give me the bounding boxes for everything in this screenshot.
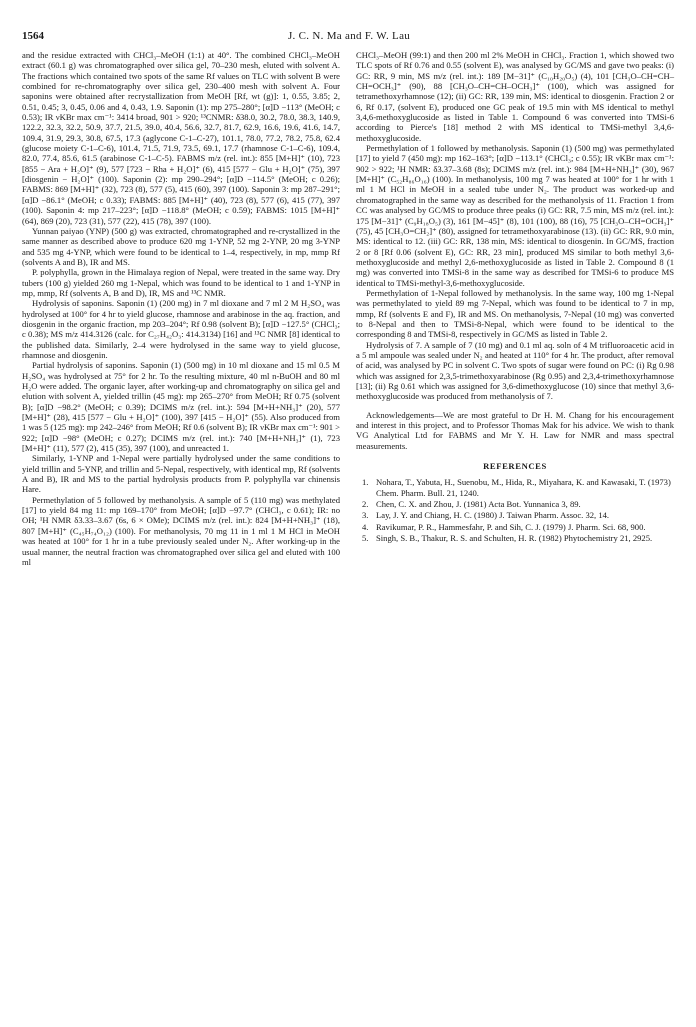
reference-text: Nohara, T., Yabuta, H., Suenobu, M., Hida, R., Miyahara, K. and Kawasaki, T. (1973) Chem. Pharm. Bull. 21, 1240. bbox=[376, 477, 671, 498]
paragraph: Hydrolysis of 7. A sample of 7 (10 mg) and 0.1 ml aq. soln of 4 M trifluoroacetic acid in a 5 ml ampoule was sealed under N₂ and heated at 110° for 4 hr. The product, after removal of acid, was analysed by PC in solvent C. Two spots of sugar were found on PC: (i) Rg 0.98 which was assigned for 2,3,5-trimethoxyarabinose (Rg 0.95) and 2,3,4-trimethoxyrhamnose [13]; (ii) Rg 0.61 which was assigned for 3,6-dimethoxyglucose (10) since that methyl 3,6-methoxyglucoside was produced from methanolysis of 7. bbox=[356, 339, 674, 402]
paragraph: Hydrolysis of saponins. Saponin (1) (200 mg) in 7 ml dioxane and 7 ml 2 M H₂SO₄ was hydrolysed at 100° for 4 hr to yield glucose, rhamnose and arabinose in the aq. fraction, and diosgenin in the organic fraction, mp 203–204°; Rf 0.98 (solvent B); [α]D −127.5° (CHCl₃; c 0.38); MS m/z 414.3126 (calc. for C₂₇H₄₂O₃: 414.3134) [16] and ¹³C NMR [8] identical to the published data. Similarly, 2–4 were hydrolysed in the same way to yield glucose, rhamnose and diosgenin. bbox=[22, 298, 340, 360]
paragraph: CHCl₃–MeOH (99:1) and then 200 ml 2% MeOH in CHCl₃. Fraction 1, which showed two TLC spots of Rf 0.76 and 0.55 (solvent E), was analysed by GC/MS and gave two peaks: (i) GC: RR, 9 min, MS m/z (rel. int.): 189 [M−31]⁺ (C₁₀H₂₀O₅) (4), 101 [CH₃O–CH=CH–CH=OCH₃]⁺ (90), 88 [CH₃O–CH=CH–OCH₃]⁺ (100), which was assigned for tetramethoxyrhamnose (12); (ii) GC: RR, 139 min, MS: identical to diosgenin. Fraction 2 or 6, Rf 0.17, (solvent E), produced one GC peak of 19.5 min with MS identical to methyl 3,4,6-methoxyglucoside as listed in Table 1. Compound 6 was converted into TMSi-6 according to Pierce's [18] method 2 with MS identical to TMSi-methyl 3,4,6-methoxyglucoside. bbox=[356, 50, 674, 143]
reference-item bbox=[356, 510, 674, 520]
page-number: 1564 bbox=[22, 30, 44, 42]
reference-text: Lay, J. Y. and Chiang, H. C. (1980) J. Taiwan Pharm. Assoc. 32, 14. bbox=[376, 510, 610, 521]
paragraph: Similarly, 1-YNP and 1-Nepal were partially hydrolysed under the same conditions to yield trillin and 5-YNP, and trillin and 5-Nepal, respectively, with identical mp, Rf (solvents A and B), IR and MS to the partial hydrolysis products from P. polyphylla var chinensis Hare. bbox=[22, 453, 340, 495]
paragraph: Partial hydrolysis of saponins. Saponin (1) (500 mg) in 10 ml dioxane and 15 ml 0.5 M H₂SO₄ was hydrolysed at 75° for 2 hr. To the resulting mixture, 40 ml n-BuOH and 80 ml H₂O were added. The organic layer, after working-up and chromatography on silica gel and elution with solvent A, yielded trillin (45 mg): mp 265–270° from MeOH; Rf 0.75 (solvent B); [α]D −98.2° (MeOH; c 0.39); DCIMS m/z (rel. int.): 594 [M+H+NH₃]⁺ (20), 577 [M+H]⁺ (28), 415 [577 − Glu + H₂O]⁺ (100), 397 [415 − H₂O]⁺ (55). Also produced from 1 was 5 (125 mg): mp 242–246° from MeOH; Rf 0.6 (solvent B); IR νKBr max cm⁻¹: 901 > 922; [α]D −98° (MeOH; c 0.27); DCIMS m/z (rel. int.): 740 [M+H+NH₃]⁺ (1), 723 [M+H]⁺ (11), 577 (2), 415 (35), 397 (100), and unreacted 1. bbox=[22, 360, 340, 454]
running-title: J. C. N. Ma and F. W. Lau bbox=[287, 30, 411, 42]
paragraph: and the residue extracted with CHCl₃–MeOH (1:1) at 40°. The combined CHCl₃–MeOH extract (60.1 g) was chromatographed over silica gel, 70–230 mesh, eluted with solvent A. The fractions which contained two spots of the same Rf values on TLC with solvent B were combined for re-chromatography over silica gel, 230–400 mesh with solvent A. Four saponins were obtained after recrystallization from MeOH [Rf, wt (g)]: 1, 0.55, 3.85; 2, 0.51, 0.45; 3, 0.45, 0.06 and 4, 0.43, 1.9. Saponin (1): mp 275–280°; [α]D −113° (MeOH; c 0.53); IR νKBr max cm⁻¹: 3414 broad, 901 > 920; ¹³CNMR: δ38.0, 30.2, 78.0, 38.3, 140.9, 122.2, 32.3, 32.2, 50.9, 37.7, 21.5, 39.0, 40.4, 56.6, 32.7, 81.7, 62.9, 16.6, 19.6, 41.6, 14.7, 109.4, 31.9, 29.3, 30.8, 67.5, 17.3 (aglycone C-1–C-27), 101.1, 78.0, 77.2, 78.2, 75.8, 62.4 (glucose moiety C-1–C-6), 101.4, 71.5, 71.9, 73.5, 69.1, 17.7 (rhamnose C-1–C-6), 109.4, 82.0, 77.4, 85.6, 61.5 (arabinose C-1–C-5). FABMS m/z (rel. int.): 855 [M+H]⁺ (10), 723 [855 − Ara + H₂O]⁺ (9), 577 [723 − Rha + H₂O]⁺ (6), 415 [577 − Glu + H₂O]⁺ (75), 397 [diosgenin − H₂O]⁺ (100). Saponin (2): mp 290–294°; [α]D −114.5° (MeOH; c 0.26); FABMS: 869 [M+H]⁺ (32), 723 (8), 577 (5), 415 (60), 397 (100). Saponin 3: mp 287–291°; [α]D −86.1° (MeOH; c 0.33); FABMS: 885 [M+H]⁺ (40), 723 (8), 577 (6), 415 (77), 397 (100). Saponin 4: mp 217–223°; [α]D −118.8° (MeOH; c 0.59); FABMS: 1015 [M+H]⁺ (64), 869 (20), 723 (31), 577 (22), 415 (78), 397 (100). bbox=[22, 50, 340, 226]
paragraph: Permethylation of 5 followed by methanolysis. A sample of 5 (110 mg) was methylated [17] to yield 84 mg 11: mp 169–170° from MeOH; [α]D −97.7° (CHCl₃, c 0.61); IR: no OH; ¹H NMR δ3.33–3.67 (6s, 6 × OMe); DCIMS m/z (rel. int.): 824 [M+H+NH₃]⁺ (18), 807 [M+H]⁺ (C₄₅H₇₄O₁₂) (100). For methanolysis, 70 mg 11 in 1 ml 1 M HCl in MeOH was heated at 100° for 1 hr in a tube previously sealed under N₂. After working-up in the usual manner, the neutral fraction was chromatographed over silica gel and eluted with 100 ml bbox=[22, 494, 340, 567]
reference-item bbox=[356, 499, 674, 509]
references-heading: REFERENCES bbox=[483, 461, 547, 472]
page-header bbox=[22, 30, 676, 46]
paragraph: Permethylation of 1-Nepal followed by methanolysis. In the same way, 100 mg 1-Nepal was permethylated to yield 89 mg 7-Nepal, which was found to be identical to 7 in mp, mmp, Rf (solvents E and F), IR and MS. On methanolysis, 7-Nepal (10 mg) was converted to 8-Nepal and then to TMSi-8-Nepal, which were found to be identical to the corresponding 8 and TMSi-8, respectively in GC/MS as listed in Table 2. bbox=[356, 287, 674, 340]
paragraph: Permethylation of 1 followed by methanolysis. Saponin (1) (500 mg) was permethylated [17] to yield 7 (450 mg): mp 162–163°; [α]D −113.1° (CHCl₃; c 0.55); IR νKBr max cm⁻¹: 902 > 922; ¹H NMR: δ3.37–3.68 (8s); DCIMS m/z (rel. int.): 984 [M+H+NH₃]⁺ (30), 967 [M+H]⁺ (C₅₂H₈₆O₁₆) (100). In methanolysis, 100 mg 7 was heated at 100° for 1 hr with 1 ml 1 M HCl in MeOH in a sealed tube under N₂. The product was worked-up and chromatographed in the same way as described for the methanolysis of 11. Fraction 1 from CC was analysed by GC/MS to produce three peaks (i) GC: RR, 7.5 min, MS m/z (rel. int.): 175 [M−31]⁺ (C₉H₁₈O₅) (3), 161 [M−45]⁺ (8), 101 (100), 88 (16), 75 [CH₃O–CH=OCH₃]⁺ (75), 45 [CH₃O=CH₂]⁺ (80), assigned for tetramethoxyarabinose (13). (ii) GC: RR, 9.0 min, MS: identical to 12. (iii) GC: RR, 138 min, MS: identical to diosgenin. In GC/MS, fraction 2 or 8 [Rf 0.06 (solvent E), GC: RR, 23 min], produced MS similar to both methyl 3,6-methoxyglucoside and methyl 2,6-methoxyglucoside as listed in Table 2. Compound 8 (1 mg) was converted into TMSi-8 in the same way as described for TMSi-6 to produce MS identical to TMSi-methyl-3,6-methoxyglucoside. bbox=[356, 143, 674, 288]
left-column bbox=[22, 50, 340, 567]
reference-text: Singh, S. B., Thakur, R. S. and Schulten, H. R. (1982) Phytochemistry 21, 2925. bbox=[376, 533, 653, 544]
reference-item bbox=[356, 533, 674, 543]
reference-number: 5. bbox=[362, 533, 369, 544]
paragraph: P. polyphylla, grown in the Himalaya region of Nepal, were treated in the same way. Dry tubers (100 g) yielded 260 mg 1-Nepal, which was found to be identical to 1 and 1-YNP in mp, mmp, Rf (solvents A, B and D), IR, MS and ¹³C NMR. bbox=[22, 267, 340, 298]
paragraph: Yunnan paiyao (YNP) (500 g) was extracted, chromatographed and re-crystallized in the same manner as described above to produce 620 mg 1-YNP, 52 mg 2-YNP, 20 mg 3-YNP and 535 mg 4-YNP, which were found to be identical to 1–4, respectively, in mp, mmp Rf (solvents A and B), IR and MS. bbox=[22, 225, 340, 267]
acknowledgements: Acknowledgements—We are most grateful to Dr H. M. Chang for his encouragement and interest in this project, and to Professor Thomas Mak for his advice. We wish to thank VG Analytical Ltd for FABMS and Mr Y. H. Law for NMR and mass spectral measurements. bbox=[356, 409, 674, 451]
reference-number: 4. bbox=[362, 521, 369, 532]
reference-item bbox=[356, 522, 674, 532]
reference-number: 2. bbox=[362, 499, 369, 510]
reference-text: Ravikumar, P. R., Hammesfahr, P. and Sih, C. J. (1979) J. Pharm. Sci. 68, 900. bbox=[376, 521, 646, 532]
reference-text: Chen, C. X. and Zhou, J. (1981) Acta Bot. Yunnanica 3, 89. bbox=[376, 499, 581, 510]
reference-number: 1. bbox=[362, 477, 369, 488]
reference-item bbox=[356, 477, 674, 498]
right-column bbox=[356, 50, 674, 544]
reference-number: 3. bbox=[362, 510, 369, 521]
